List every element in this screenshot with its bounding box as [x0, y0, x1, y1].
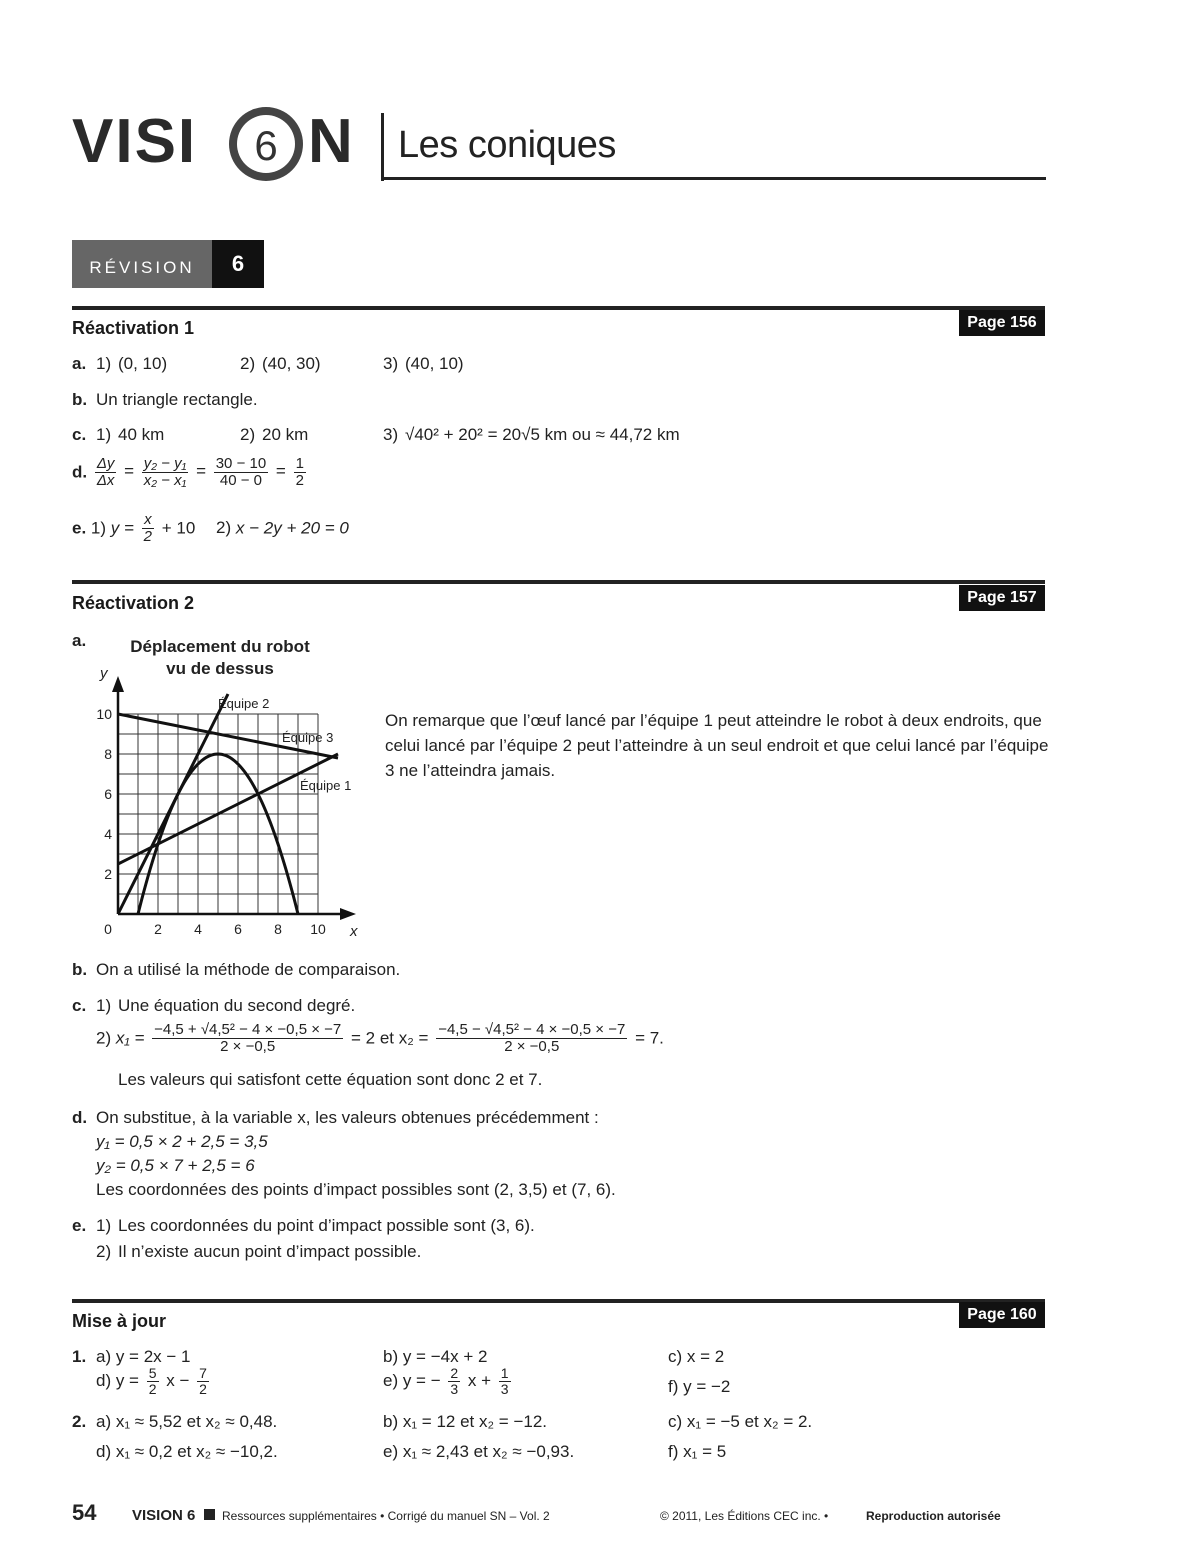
react1-b: b. Un triangle rectangle. — [72, 390, 258, 409]
section-title-react1: Réactivation 1 — [72, 318, 195, 338]
y-tick-label: 8 — [104, 746, 112, 762]
x-tick-label: 4 — [194, 921, 202, 937]
section-rule — [72, 1299, 1045, 1303]
react2-b: b. On a utilisé la méthode de comparaison. — [72, 960, 401, 979]
react1-e: e. 1) y = $\frac{x}{2}$ + 10 2) x − 2y + 20 = 0 — [72, 511, 349, 545]
maj-1a: a) y = 2x − 1 — [96, 1347, 191, 1366]
x-tick-label: 2 — [154, 921, 162, 937]
series-label: Équipe 3 — [282, 730, 334, 745]
robot-chart — [90, 632, 370, 942]
series-label: Équipe 2 — [218, 696, 270, 711]
x-tick-label: 0 — [104, 921, 112, 937]
vision-logo — [72, 102, 372, 188]
logo-number: 6 — [254, 122, 278, 169]
page-tag-160: Page 160 — [959, 1302, 1045, 1328]
chart-title: Déplacement du robot — [130, 637, 310, 656]
revision-label: RÉVISION — [72, 240, 212, 288]
maj-2b: b) x₁ = 12 et x₂ = −12. — [383, 1412, 548, 1431]
maj-2d: d) x₁ ≈ 0,2 et x₂ ≈ −10,2. — [96, 1442, 278, 1461]
footer-square — [204, 1509, 215, 1520]
y-axis-arrow — [112, 676, 124, 692]
react2-e: e. 1) Les coordonnées du point d’impact possible sont (3, 6). 2) Il n’existe aucun point d’impact possible. — [72, 1216, 535, 1261]
maj-1b: b) y = −4x + 2 — [383, 1347, 488, 1366]
maj-2f: f) x₁ = 5 — [668, 1442, 727, 1461]
react2-c2: 2) x₁ = $\frac{\text{−4,5 + √4,5² − 4 × −0,5 × −7}}{2 \times -0,5}$ = 2 et x₂ = $\frac{\text{−4,5 − √4,5² − 4 × −0,5 × −7}}{2 \times -0,5}$ = 7. — [96, 1021, 664, 1055]
y-tick-label: 6 — [104, 786, 112, 802]
react1-a: a. 1) (0, 10) 2) (40, 30) 3) (40, 10) — [72, 354, 464, 373]
page-tag-157: Page 157 — [959, 585, 1045, 611]
section-title-maj: Mise à jour — [72, 1311, 167, 1331]
react2-c1: c. 1) Une équation du second degré. — [72, 996, 356, 1015]
revision-number: 6 — [212, 240, 264, 288]
maj-2c: c) x₁ = −5 et x₂ = 2. — [668, 1412, 813, 1431]
logo-text-right: N — [308, 107, 353, 176]
logo-text-left: VISI — [72, 107, 198, 176]
maj-q1: 1. — [72, 1347, 87, 1366]
x-tick-label: 8 — [274, 921, 282, 937]
title-divider — [381, 113, 384, 181]
section-rule — [72, 580, 1045, 584]
series-line — [118, 754, 338, 864]
chart-title: vu de dessus — [166, 659, 274, 678]
react1-c: c. 1) 40 km 2) 20 km 3) √40² + 20² = 20√5 km ou ≈ 44,72 km — [72, 425, 680, 444]
y-tick-label: 2 — [104, 866, 112, 882]
section-title-react2: Réactivation 2 — [72, 593, 195, 613]
y-tick-label: 10 — [96, 706, 112, 722]
x-axis-label: x — [350, 923, 358, 940]
x-axis-arrow — [340, 908, 356, 920]
react1-d: d. $\frac{\Delta y}{\Delta x}$ = $\frac{\text{y₂ − y₁}}{\text{x₂ − x₁}}$ = $\frac{30 - 10}{40 - 0}$ = $\frac{1}{2}$ — [72, 455, 304, 489]
chapter-title: Les coniques — [398, 124, 616, 166]
maj-2e: e) x₁ ≈ 2,43 et x₂ ≈ −0,93. — [383, 1442, 575, 1461]
footer-resource: Ressources supplémentaires • Corrigé du manuel SN – Vol. 2 — [222, 1509, 550, 1523]
maj-1d: d) y = $\frac{5}{2}$ x − $\frac{7}{2}$ — [96, 1365, 207, 1397]
series-label: Équipe 1 — [300, 778, 352, 793]
x-tick-label: 10 — [310, 921, 326, 937]
x-tick-label: 6 — [234, 921, 242, 937]
page-tag-156: Page 156 — [959, 310, 1045, 336]
footer-reproduction: Reproduction autorisée — [866, 1509, 1001, 1523]
react2-d: d. On substitue, à la variable x, les valeurs obtenues précédemment : y₁ = 0,5 × 2 + 2,5 = 3,5 y₂ = 0,5 × 7 + 2,5 = 6 Les coordonnées des points d’impact possibles sont (2, 3,5) et (7, 6). — [72, 1108, 616, 1199]
maj-1e: e) y = − $\frac{2}{3}$ x + $\frac{1}{3}$ — [383, 1365, 509, 1397]
react2-c3: Les valeurs qui satisfont cette équation sont donc 2 et 7. — [118, 1070, 543, 1089]
maj-1f: f) y = −2 — [668, 1377, 731, 1396]
y-tick-label: 4 — [104, 826, 112, 842]
y-axis-label: y — [100, 665, 108, 682]
footer-copyright: © 2011, Les Éditions CEC inc. • — [660, 1509, 829, 1523]
react2-a-paragraph: On remarque que l’œuf lancé par l’équipe 1 peut atteindre le robot à deux endroits, que celui lancé par l’équipe 2 peut l’atteindre à un seul endroit et que celui lancé par l’équipe 3 ne l’atteindra jamais. — [385, 711, 1049, 780]
maj-2a: a) x₁ ≈ 5,52 et x₂ ≈ 0,48. — [96, 1412, 278, 1431]
maj-q2: 2. — [72, 1412, 87, 1431]
section-rule — [72, 306, 1045, 310]
react2-a-letter: a. — [72, 631, 87, 650]
page-number: 54 — [72, 1500, 97, 1525]
maj-1c: c) x = 2 — [668, 1347, 725, 1366]
footer-series: VISION 6 — [132, 1507, 196, 1524]
title-underline — [381, 177, 1046, 180]
